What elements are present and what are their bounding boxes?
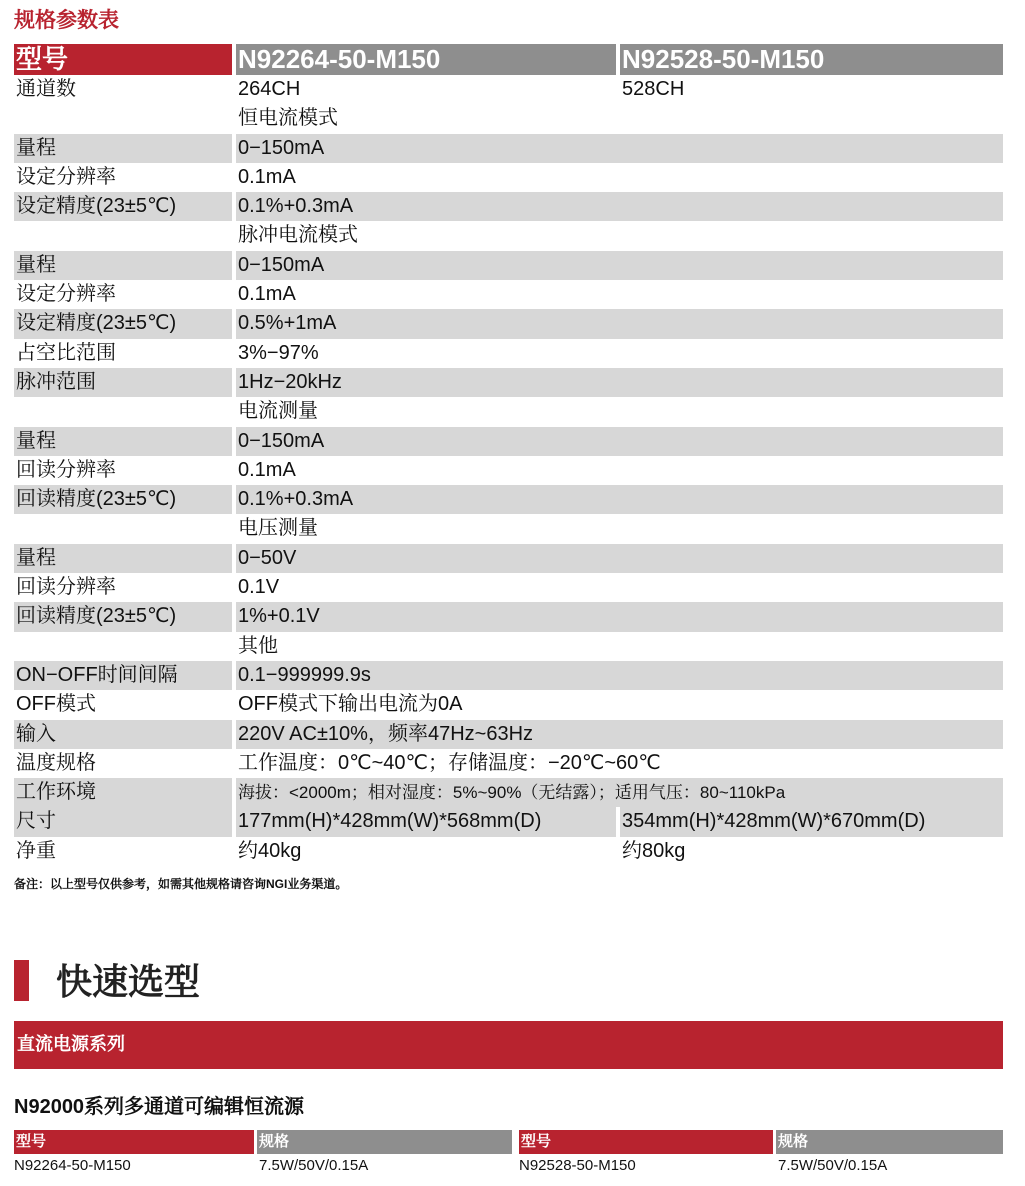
section-header-row (14, 632, 1003, 661)
section-label-empty (14, 632, 232, 661)
model-header: 型号 (14, 44, 232, 75)
spec-row (14, 778, 1003, 807)
spec-row (14, 309, 1003, 338)
value-b: 354mm(H)*428mm(W)*670mm(D) (620, 807, 1003, 836)
row-value: OFF模式下输出电流为0A (238, 693, 463, 716)
series-title: N92000系列多通道可编辑恒流源 (14, 1096, 305, 1118)
row-label: 回读分辨率 (16, 458, 116, 481)
row-value: 0−150mA (236, 251, 1003, 280)
spec-row (14, 368, 1003, 397)
row-label: 设定精度(23±5℃) (14, 192, 232, 221)
section-name: 电压测量 (238, 517, 318, 540)
row-label: ON−OFF时间间隔 (14, 661, 232, 690)
value-b: 约80kg (622, 839, 686, 862)
row-value: 220V AC±10%，频率47Hz~63Hz (236, 720, 1003, 749)
section-label-empty (14, 221, 232, 250)
section-header-row (14, 514, 1003, 543)
channels-row (14, 75, 1003, 104)
section-header-row (14, 397, 1003, 426)
row-value: 0.1V (238, 576, 280, 599)
row-label: OFF模式 (16, 693, 96, 716)
spec-row (14, 544, 1003, 573)
row-value: 0.1mA (238, 165, 296, 188)
footnote: 备注：以上型号仅供参考，如需其他规格请咨询NGI业务渠道。 (14, 877, 348, 891)
value-a: 约40kg (238, 839, 302, 862)
quick-model-1: N92264-50-M150 (14, 1157, 131, 1174)
spec-sections (14, 104, 1003, 807)
row-label: 温度规格 (16, 751, 96, 774)
section-marker (14, 960, 29, 1001)
row-value: 0.1%+0.3mA (236, 485, 1003, 514)
section-name: 恒电流模式 (238, 107, 338, 130)
row-value: 1Hz−20kHz (236, 368, 1003, 397)
dimensions-row (14, 807, 1003, 836)
row-value: 1%+0.1V (236, 602, 1003, 631)
row-label: 设定精度(23±5℃) (14, 309, 232, 338)
weight-row (14, 837, 1003, 866)
section-name: 电流测量 (238, 400, 318, 423)
model-b-header: N92528-50-M150 (620, 44, 1003, 75)
row-label: 工作环境 (14, 778, 232, 807)
spec-table (14, 44, 1003, 866)
quick-spec-2: 7.5W/50V/0.15A (778, 1157, 888, 1174)
section-label-empty (14, 514, 232, 543)
spec-row (14, 456, 1003, 485)
category-banner: 直流电源系列 (14, 1021, 1003, 1069)
row-label: 量程 (14, 251, 232, 280)
page-title: 规格参数表 (14, 9, 119, 32)
row-value: 0.1mA (238, 458, 296, 481)
row-label: 回读精度(23±5℃) (14, 485, 232, 514)
spec-row (14, 602, 1003, 631)
row-value: 0−50V (236, 544, 1003, 573)
spec-row (14, 192, 1003, 221)
quick-spec-header-2: 规格 (776, 1130, 1003, 1154)
row-label: 回读分辨率 (16, 576, 116, 599)
model-a-header: N92264-50-M150 (236, 44, 616, 75)
quick-model-header-2: 型号 (519, 1130, 773, 1154)
row-value: 0−150mA (236, 134, 1003, 163)
spec-header-row (14, 44, 1003, 75)
row-label: 量程 (14, 544, 232, 573)
value-a: 264CH (238, 78, 301, 100)
spec-row (14, 690, 1003, 719)
spec-row (14, 427, 1003, 456)
spec-row (14, 720, 1003, 749)
quick-spec-header-1: 规格 (257, 1130, 512, 1154)
row-value: 0−150mA (236, 427, 1003, 456)
row-label: 占空比范围 (16, 341, 116, 364)
spec-row (14, 485, 1003, 514)
row-value: 0.1−999999.9s (236, 661, 1003, 690)
row-value: 0.1%+0.3mA (236, 192, 1003, 221)
section-label-empty (14, 104, 232, 133)
quick-model-header-1: 型号 (14, 1130, 254, 1154)
row-value: 0.5%+1mA (236, 309, 1003, 338)
section-name: 其他 (238, 634, 278, 657)
row-label: 设定分辨率 (16, 165, 116, 188)
quick-spec-1: 7.5W/50V/0.15A (259, 1157, 369, 1174)
quick-model-2: N92528-50-M150 (519, 1157, 636, 1174)
row-value: 3%−97% (238, 341, 319, 364)
spec-row (14, 339, 1003, 368)
spec-row (14, 661, 1003, 690)
quick-select-title: 快速选型 (56, 961, 201, 1002)
row-label: 回读精度(23±5℃) (14, 602, 232, 631)
value-a: 177mm(H)*428mm(W)*568mm(D) (236, 807, 616, 836)
section-header-row (14, 104, 1003, 133)
row-value: 0.1mA (238, 283, 296, 306)
spec-row (14, 280, 1003, 309)
row-label: 设定分辨率 (16, 283, 116, 306)
row-label: 尺寸 (14, 807, 232, 836)
row-label: 输入 (14, 720, 232, 749)
row-label: 通道数 (16, 78, 76, 100)
value-b: 528CH (622, 78, 685, 100)
row-value: 工作温度：0℃~40℃；存储温度：−20℃~60℃ (238, 751, 661, 774)
row-label: 量程 (14, 427, 232, 456)
section-header-row (14, 221, 1003, 250)
spec-row (14, 251, 1003, 280)
row-label: 净重 (16, 839, 56, 862)
row-value: 海拔：<2000m；相对湿度：5%~90%（无结露）；适用气压：80~110kPa (236, 778, 1003, 807)
row-label: 脉冲范围 (14, 368, 232, 397)
section-name: 脉冲电流模式 (238, 224, 358, 247)
spec-row (14, 134, 1003, 163)
section-label-empty (14, 397, 232, 426)
row-label: 量程 (14, 134, 232, 163)
spec-row (14, 573, 1003, 602)
spec-row (14, 163, 1003, 192)
spec-row (14, 749, 1003, 778)
